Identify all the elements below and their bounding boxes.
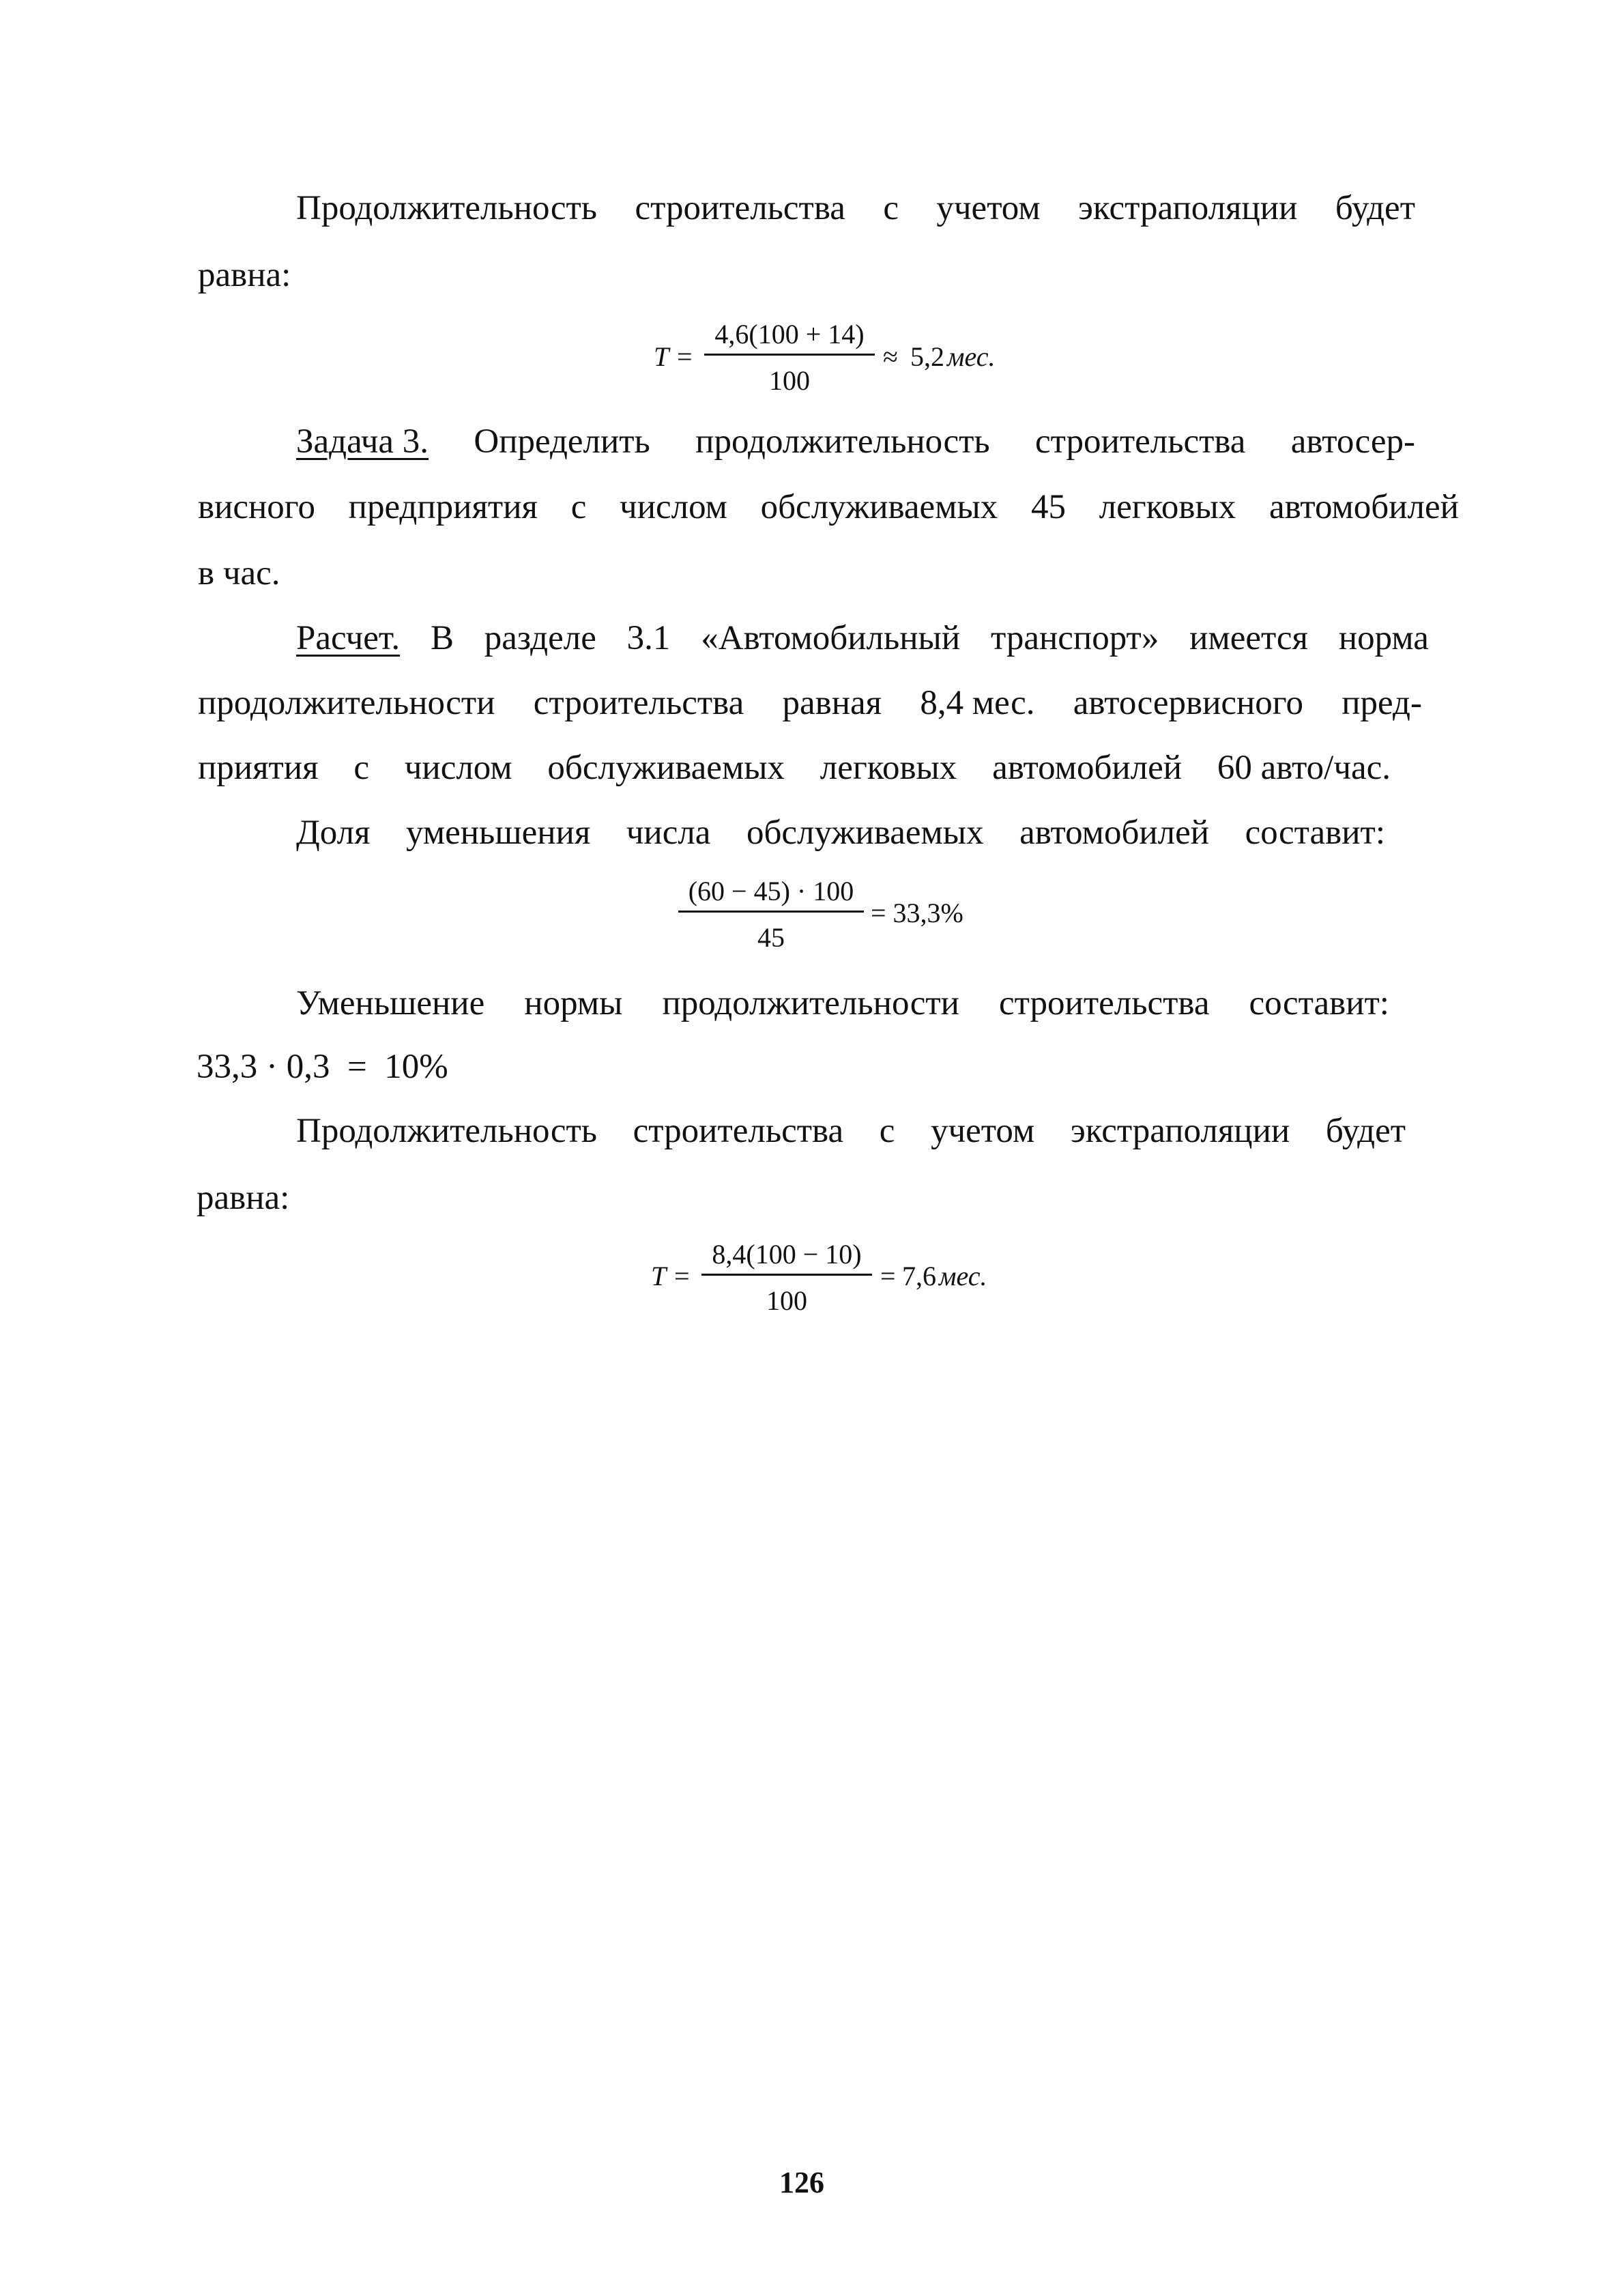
formula-numerator: 4,6(100 + 14) xyxy=(714,319,865,349)
formula-relation: = xyxy=(880,1261,896,1291)
paragraph-line: равна: xyxy=(197,1179,290,1217)
word: обслуживаемых xyxy=(746,814,984,852)
word: обслуживаемых xyxy=(760,488,998,526)
word: имеется xyxy=(1189,619,1309,657)
word: числом xyxy=(620,488,727,526)
word: будет xyxy=(1335,189,1415,227)
formula-denominator: 45 xyxy=(757,922,785,953)
formula-lhs: T = xyxy=(651,1261,691,1291)
word: обслуживаемых xyxy=(547,749,785,787)
word: учетом xyxy=(936,189,1041,227)
formula-relation: ≈ xyxy=(883,341,898,372)
word: числа xyxy=(626,814,711,852)
word: 60 авто/час. xyxy=(1217,749,1391,787)
formula-result: 7,6 xyxy=(902,1261,936,1291)
word: уменьшения xyxy=(406,814,591,852)
word: Доля xyxy=(296,814,371,852)
formula-result: 5,2 xyxy=(910,341,944,372)
word: строительства xyxy=(999,984,1210,1022)
fraction-bar xyxy=(701,1274,872,1276)
formula-denominator: 100 xyxy=(766,1285,807,1316)
formula-denominator: 100 xyxy=(769,365,810,396)
word: строительства xyxy=(635,189,845,227)
word: «Автомобильный xyxy=(701,619,961,657)
word: Продолжительность xyxy=(296,1112,597,1150)
page-number: 126 xyxy=(779,2166,824,2199)
word: строительства xyxy=(533,684,744,722)
word: экстраполяции xyxy=(1070,1112,1290,1150)
word: транспорт» xyxy=(990,619,1159,657)
word: норма xyxy=(1338,619,1429,657)
word: автосервисного xyxy=(1073,684,1303,722)
calc-label: Расчет. xyxy=(296,619,401,657)
word: равная xyxy=(782,684,882,722)
formula-numerator: 8,4(100 − 10) xyxy=(712,1239,862,1270)
word: автомобилей xyxy=(1268,488,1459,526)
word: висного xyxy=(198,488,315,526)
word: пред- xyxy=(1342,684,1422,722)
word: экстраполяции xyxy=(1078,189,1298,227)
word: составит: xyxy=(1245,814,1385,852)
formula-numerator: (60 − 45) · 100 xyxy=(688,876,854,906)
formula-unit: мес. xyxy=(947,341,996,372)
word: Определить xyxy=(474,422,650,461)
word: строительства xyxy=(633,1112,844,1150)
word: легковых xyxy=(1099,488,1236,526)
word: нормы xyxy=(524,984,623,1022)
formula-unit: мес. xyxy=(939,1261,987,1291)
formula-result: = 33,3% xyxy=(871,898,963,928)
word: приятия xyxy=(198,749,319,787)
word: с xyxy=(353,749,369,787)
word: Уменьшение xyxy=(296,984,485,1022)
word: продолжительности xyxy=(198,684,495,722)
word: с xyxy=(879,1112,895,1150)
word: Продолжительность xyxy=(296,189,597,227)
reduction-expression: 33,3 · 0,3 = 10% xyxy=(197,1048,448,1086)
word: строительства xyxy=(1034,422,1246,461)
word: с xyxy=(883,189,899,227)
formula-lhs: T = xyxy=(654,341,694,372)
word: автомобилей xyxy=(1019,814,1210,852)
word: 45 xyxy=(1030,488,1066,526)
word: учетом xyxy=(931,1112,1035,1150)
word: будет xyxy=(1325,1112,1406,1150)
paragraph-line: в час. xyxy=(198,554,280,592)
task-label: Задача 3. xyxy=(296,422,429,461)
word: 3.1 xyxy=(626,619,671,657)
word: автомобилей xyxy=(992,749,1183,787)
word: составит: xyxy=(1249,984,1389,1022)
word: 8,4 мес. xyxy=(920,684,1035,722)
word: разделе xyxy=(484,619,596,657)
word: предприятия xyxy=(348,488,538,526)
word: автосер- xyxy=(1290,422,1415,461)
paragraph-line: равна: xyxy=(198,256,291,294)
word: В xyxy=(430,619,454,657)
word: продолжительность xyxy=(695,422,990,461)
word: легковых xyxy=(820,749,957,787)
word: продолжительности xyxy=(662,984,959,1022)
word: с xyxy=(570,488,587,526)
word: числом xyxy=(404,749,512,787)
